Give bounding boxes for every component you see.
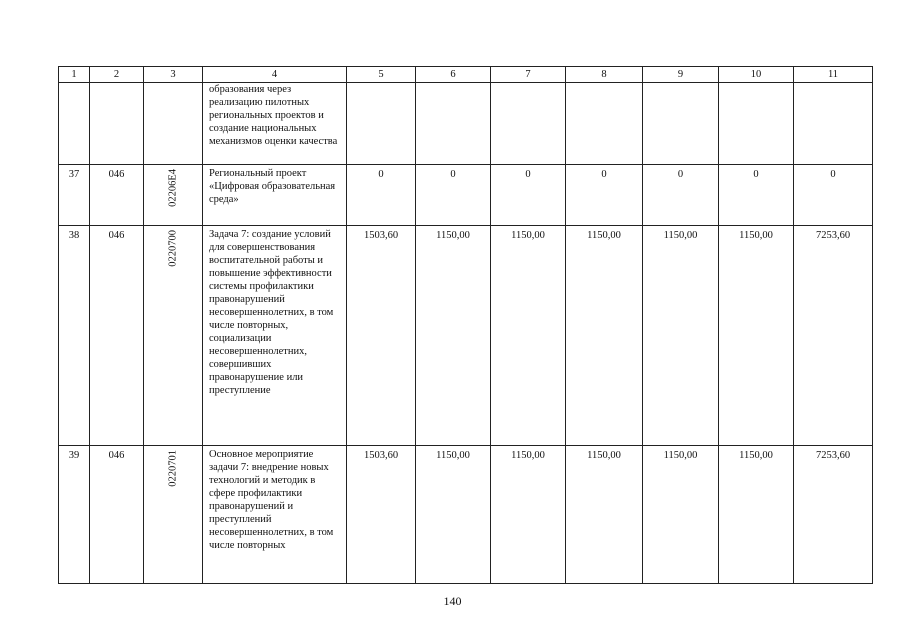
header-cell: 10 (719, 67, 794, 83)
row-code-ministry: 046 (90, 165, 144, 226)
row-value: 0 (643, 165, 719, 226)
row-value: 1150,00 (566, 226, 643, 446)
row-number: 39 (59, 446, 90, 584)
row-code-ministry (90, 83, 144, 165)
row-value (566, 83, 643, 165)
header-cell: 8 (566, 67, 643, 83)
row-name: Региональный проект «Цифровая образовательная среда» (203, 165, 347, 226)
program-code-text: 0220701 (167, 450, 179, 487)
header-cell: 9 (643, 67, 719, 83)
row-code-ministry: 046 (90, 446, 144, 584)
row-number (59, 83, 90, 165)
row-number: 38 (59, 226, 90, 446)
header-cell: 2 (90, 67, 144, 83)
row-value: 1150,00 (491, 226, 566, 446)
program-code-text: 02206E4 (167, 169, 179, 207)
header-cell: 6 (416, 67, 491, 83)
page-number: 140 (443, 594, 462, 608)
table-row (59, 165, 873, 226)
row-value: 7253,60 (794, 226, 873, 446)
header-cell: 4 (203, 67, 347, 83)
row-code-program (144, 165, 203, 226)
header-cell: 1 (59, 67, 90, 83)
table-row (59, 446, 873, 584)
row-number: 37 (59, 165, 90, 226)
row-value: 0 (491, 165, 566, 226)
table-row (59, 226, 873, 446)
table-row (59, 83, 873, 165)
row-value: 1150,00 (719, 226, 794, 446)
header-cell: 7 (491, 67, 566, 83)
row-value: 0 (719, 165, 794, 226)
row-value: 7253,60 (794, 446, 873, 584)
row-value (491, 83, 566, 165)
row-name: Основное мероприятие задачи 7: внедрение новых технологий и методик в сфере профилактики правонарушений и преступлений несовершеннолетних, в том числе повторных (203, 446, 347, 584)
row-code-program (144, 446, 203, 584)
row-value (347, 83, 416, 165)
budget-table (58, 66, 873, 584)
row-value: 1150,00 (491, 446, 566, 584)
row-value: 0 (794, 165, 873, 226)
row-value: 1150,00 (566, 446, 643, 584)
row-value: 1150,00 (416, 446, 491, 584)
row-value: 0 (416, 165, 491, 226)
row-value: 0 (566, 165, 643, 226)
header-cell: 11 (794, 67, 873, 83)
row-code-program (144, 226, 203, 446)
row-name: Задача 7: создание условий для совершенствования воспитательной работы и повышение эффективности системы профилактики правонарушений несовершеннолетних, в том числе повторных, социализации несовершеннолетних, совершивших правонарушение или преступление (203, 226, 347, 446)
row-value: 1150,00 (643, 446, 719, 584)
row-code-ministry: 046 (90, 226, 144, 446)
row-name: образования через реализацию пилотных региональных проектов и создание национальных механизмов оценки качества (203, 83, 347, 165)
row-value: 1150,00 (643, 226, 719, 446)
row-code-program (144, 83, 203, 165)
row-value (416, 83, 491, 165)
row-value: 1503,60 (347, 226, 416, 446)
row-value: 1150,00 (416, 226, 491, 446)
header-row (59, 67, 873, 83)
row-value (719, 83, 794, 165)
row-value: 0 (347, 165, 416, 226)
header-cell: 3 (144, 67, 203, 83)
row-value (643, 83, 719, 165)
row-value: 1503,60 (347, 446, 416, 584)
header-cell: 5 (347, 67, 416, 83)
row-value: 1150,00 (719, 446, 794, 584)
program-code-text: 0220700 (167, 230, 179, 267)
row-value (794, 83, 873, 165)
